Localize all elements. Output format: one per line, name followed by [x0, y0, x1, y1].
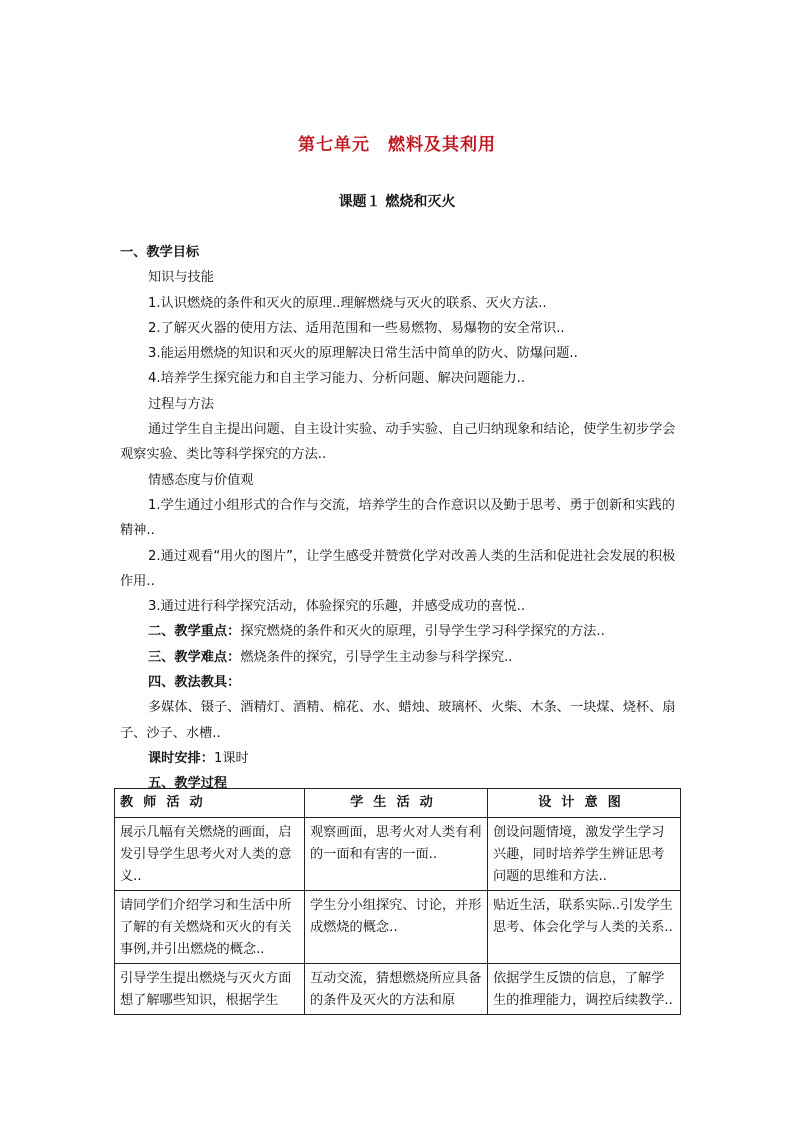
table-header-row — [115, 789, 681, 818]
emotion-item: 1.学生通过小组形式的合作与交流，培养学生的合作意识以及勤于思考、勇于创新和实践的精神.. — [120, 497, 675, 539]
schedule-text: 1课时 — [213, 750, 249, 766]
teacher-activity-cell: 请同学们介绍学习和生活中所了解的有关燃烧和灭火的有关事例,并引出燃烧的概念.. — [115, 891, 305, 964]
knowledge-item: 3.能运用燃烧的知识和灭火的原理解决日常生活中简单的防火、防爆问题.. — [148, 346, 578, 362]
header-student-activity: 学生活动 — [305, 789, 488, 818]
teaching-process-heading: 五、教学过程 — [148, 776, 228, 792]
key-point-text: 探究燃烧的条件和灭火的原理，引导学生学习科学探究的方法.. — [240, 624, 605, 640]
design-intent-text: 依据学生反馈的信息，了解学生的推理能力，调控后续教学.. — [493, 971, 673, 1008]
knowledge-item: 2.了解灭火器的使用方法、适用范围和一些易燃物、易爆物的安全常识.. — [148, 320, 565, 336]
design-intent-cell — [488, 964, 681, 1015]
schedule-label: 课时安排： — [148, 750, 214, 766]
document-body — [120, 240, 676, 797]
header-design-intent: 设计意图 — [488, 789, 681, 818]
emotion-heading: 情感态度与价值观 — [148, 472, 254, 488]
tools-text: 多媒体、镊子、酒精灯、酒精、棉花、水、蜡烛、玻璃杯、火柴、木条、一块煤、烧杯、扇子、沙子、水槽.. — [120, 700, 676, 741]
student-activity-cell — [305, 964, 488, 1015]
header-teacher-activity: 教师活动 — [115, 789, 305, 818]
tools-heading: 四、教法教具： — [148, 675, 241, 691]
teacher-activity-text: 引导学生提出燃烧与灭火方面想了解哪些知识，根据学生 — [120, 971, 292, 1008]
table-row — [115, 818, 681, 891]
knowledge-item: 4.培养学生探究能力和自主学习能力、分析问题、解决问题能力.. — [148, 371, 526, 387]
difficulty-text: 燃烧条件的探究，引导学生主动参与科学探究.. — [240, 649, 513, 665]
emotion-item: 2.通过观看“用火的图片”，让学生感受并赞赏化学对改善人类的生活和促进社会发展的积极作用.. — [120, 548, 676, 589]
knowledge-heading: 知识与技能 — [148, 270, 214, 286]
student-activity-cell: 观察画面，思考火对人类有利的一面和有害的一面.. — [305, 818, 488, 891]
design-intent-cell: 创设问题情境，激发学生学习兴趣，同时培养学生辨证思考问题的思维和方法.. — [488, 818, 681, 891]
process-text: 通过学生自主提出问题、自主设计实验、动手实验、自己归纳现象和结论，使学生初步学会观察实验、类比等科学探究的方法.. — [120, 422, 676, 463]
knowledge-item: 1.认识燃烧的条件和灭火的原理..理解燃烧与灭火的联系、灭火方法.. — [148, 295, 547, 311]
process-heading: 过程与方法 — [148, 396, 214, 412]
emotion-item: 3.通过进行科学探究活动，体验探究的乐趣，并感受成功的喜悦.. — [148, 599, 526, 615]
key-point-label: 二、教学重点： — [148, 624, 241, 640]
difficulty — [120, 645, 676, 670]
teacher-activity-cell — [115, 964, 305, 1015]
design-intent-cell: 贴近生活，联系实际..引发学生思考、体会化学与人类的关系.. — [488, 891, 681, 964]
teaching-process-table — [114, 788, 681, 1015]
student-activity-cell: 学生分小组探究、讨论，并形成燃烧的概念.. — [305, 891, 488, 964]
table-row — [115, 891, 681, 964]
student-activity-text: 互动交流，猜想燃烧所应具备的条件及灭火的方法和原 — [310, 971, 482, 1008]
objectives-heading: 一、教学目标 — [120, 245, 200, 260]
unit-title: 第七单元 燃料及其利用 — [298, 135, 496, 155]
difficulty-label: 三、教学难点： — [148, 649, 241, 665]
teacher-activity-cell: 展示几幅有关燃烧的画面，启发引导学生思考火对人类的意义.. — [115, 818, 305, 891]
schedule — [120, 746, 676, 771]
lesson-title: 课题１ 燃烧和灭火 — [338, 194, 456, 210]
table-row — [115, 964, 681, 1015]
key-point — [120, 619, 676, 644]
